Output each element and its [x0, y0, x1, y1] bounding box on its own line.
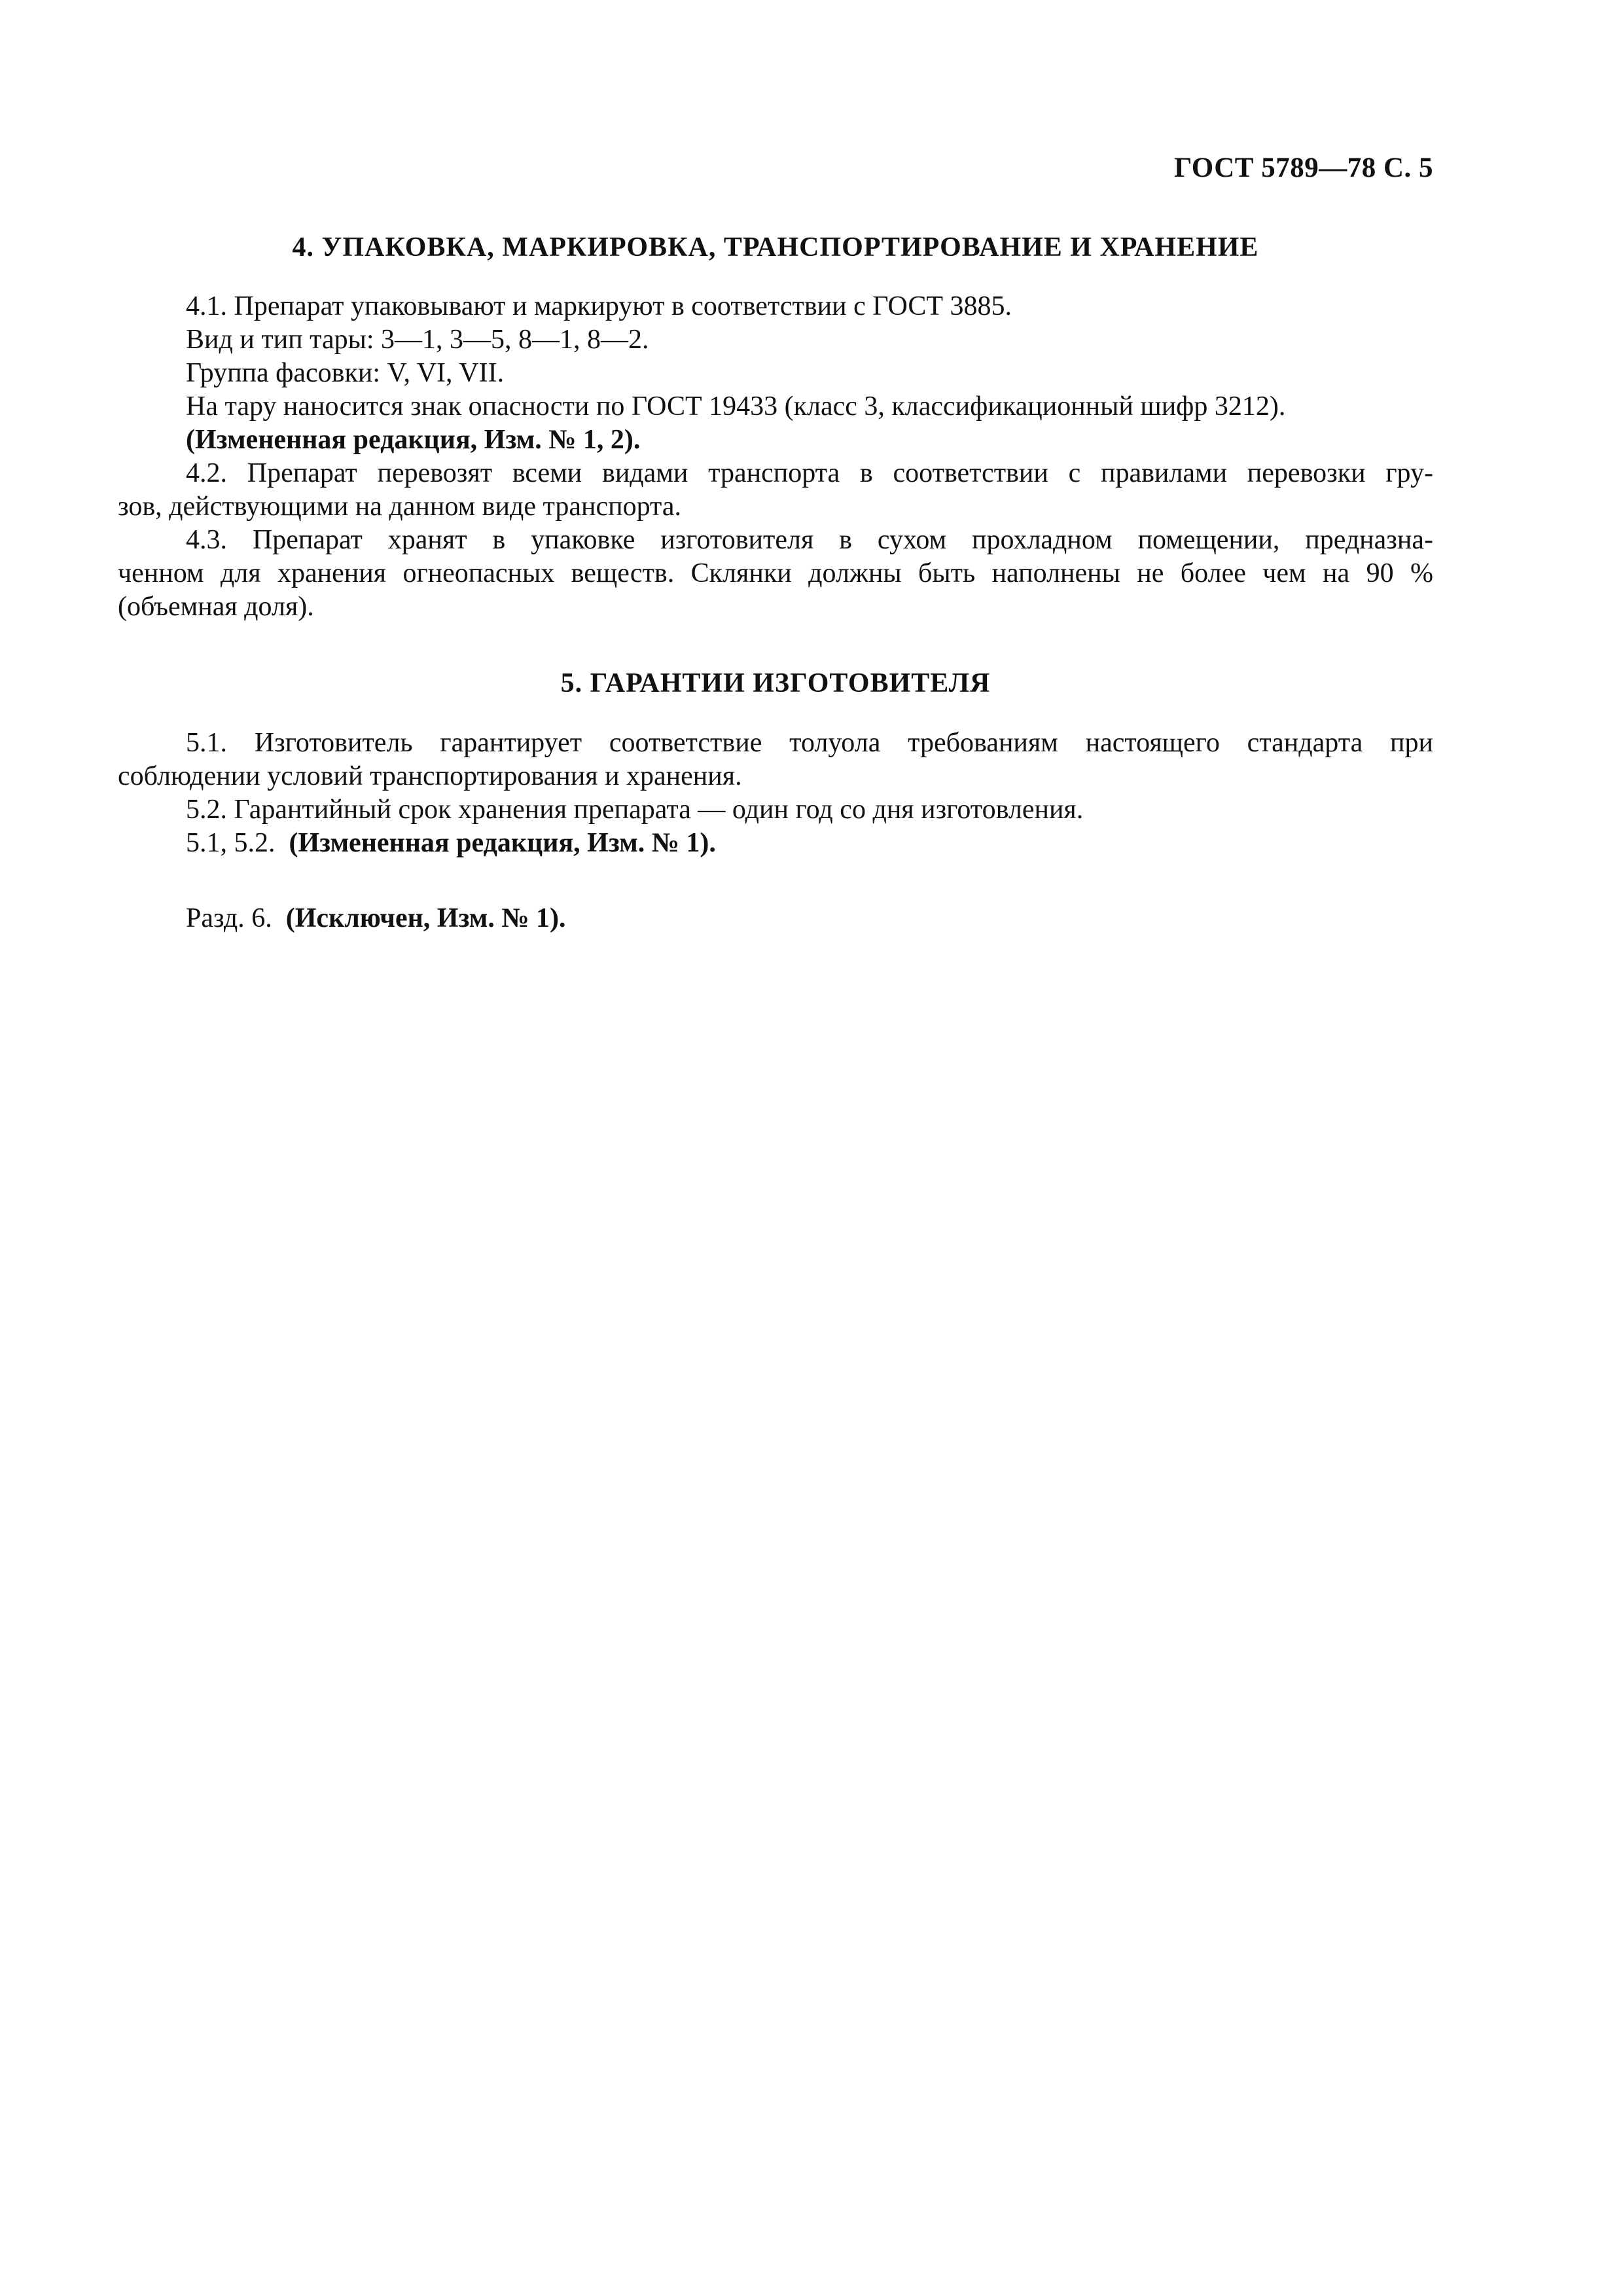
paragraph-4-3-line-3: (объемная доля). [118, 592, 314, 622]
section-5-title: 5. ГАРАНТИИ ИЗГОТОВИТЕЛЯ [560, 668, 991, 698]
section-5-body [118, 726, 1433, 860]
amendment-note-5 [118, 827, 1433, 860]
amendment-note-5-prefix: 5.1, 5.2. [186, 828, 276, 858]
section-6-prefix: Разд. 6. [186, 903, 272, 933]
paragraph-4-1-line-1: 4.1. Препарат упаковывают и маркируют в соответствии с ГОСТ 3885. [186, 291, 1012, 321]
section-6-note [118, 902, 1433, 935]
paragraph-4-1-line-2: Вид и тип тары: 3—1, 3—5, 8—1, 8—2. [186, 325, 649, 355]
paragraph-4-2-line-1: 4.2. Препарат перевозят всеми видами транспорта в соответствии с правилами перевозки гру- [186, 458, 1433, 488]
section-4-title: 4. УПАКОВКА, МАРКИРОВКА, ТРАНСПОРТИРОВАНИЕ И ХРАНЕНИЕ [292, 232, 1259, 262]
paragraph-4-1-line-3: Группа фасовки: V, VI, VII. [186, 358, 505, 388]
section-4-body [118, 290, 1433, 624]
paragraph-4-3-line-1: 4.3. Препарат хранят в упаковке изготовителя в сухом прохладном помещении, предназна- [186, 525, 1433, 555]
paragraph-4-1-line-4: На тару наносится знак опасности по ГОСТ 19433 (класс 3, классификационный шифр 3212). [186, 391, 1286, 422]
paragraph-5-2: 5.2. Гарантийный срок хранения препарата — один год со дня изготовления. [186, 795, 1084, 825]
amendment-note-4-1: (Измененная редакция, Изм. № 1, 2). [186, 425, 641, 455]
page-header: ГОСТ 5789—78 С. 5 [1173, 152, 1433, 183]
paragraph-5-1-line-2: соблюдении условий транспортирования и хранения. [118, 761, 742, 791]
paragraph-4-3-line-2: ченном для хранения огнеопасных веществ. Склянки должны быть наполнены не более чем на 90 % [118, 558, 1433, 588]
section-6-text: (Исключен, Изм. № 1). [285, 903, 566, 933]
amendment-note-5-text: (Измененная редакция, Изм. № 1). [289, 828, 716, 858]
paragraph-4-2-line-2: зов, действующими на данном виде транспорта. [118, 492, 682, 522]
section-6-note-block [118, 902, 1433, 935]
paragraph-5-1-line-1: 5.1. Изготовитель гарантирует соответствие толуола требованиям настоящего стандарта при [186, 728, 1433, 758]
